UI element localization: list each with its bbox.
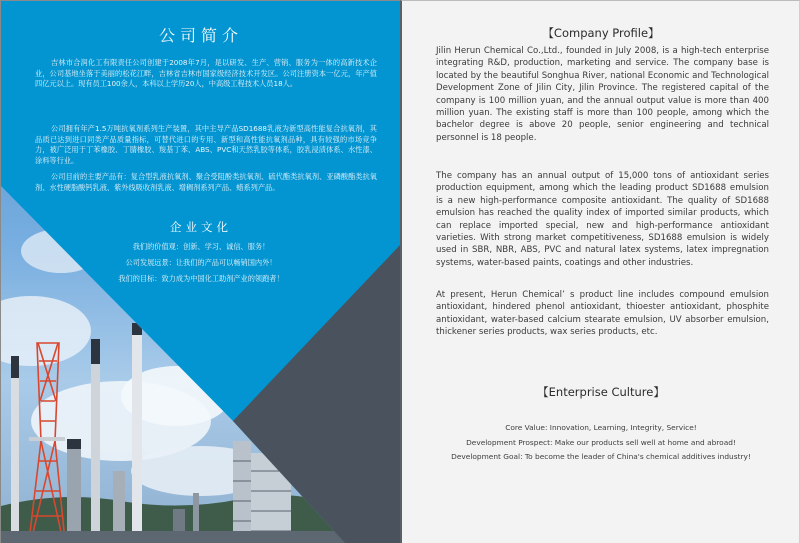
cn-culture-value: 我们的价值观：创新、学习、诚信、服务！ [132, 242, 270, 251]
cn-profile-paragraph: 公司拥有年产1.5万吨抗氧剂系列生产装置，其中主导产品SD1688乳液为新型高性能复合抗氧剂，其品质已达到进口同类产品质量指标，可替代进口的专用、新型和高性能抗氧剂品种，具有较强的市场竞争力，被广泛用于丁苯橡胶、丁腈橡胶、羧基丁苯、ABS、PVC和天然乳胶等体系，胶乳浸渍体系、水性漆、涂料等行业。 [35, 124, 377, 165]
cn-culture-goal: 我们的目标：致力成为中国化工助剂产业的领跑者！ [118, 274, 284, 283]
en-culture-title: 【Enterprise Culture】 [537, 385, 665, 399]
en-profile-paragraph: At present, Herun Chemical’ s product line includes compound emulsion antioxidant, hindered phenol antioxidant, thioester antioxidant, phosphite antioxidant, water-based calcium stearate emulsion, UV absorber emulsion, thickener series products, wax series products, etc. [436, 290, 769, 338]
cn-profile-paragraph: 公司目前的主要产品有：复合型乳液抗氧剂、聚合受阻酚类抗氧剂、硫代酯类抗氧剂、亚磷酸酯类抗氧剂、水性硬脂酸钙乳液、紫外线吸收剂乳液、增稠剂系列产品、蜡系列产品。 [35, 172, 377, 192]
en-profile-paragraph: The company has an annual output of 15,000 tons of antioxidant series production equipment, among which the leading product SD1688 emulsion is a new high-performance composite antioxidant. The quality of SD1688 emulsion has reached the quality index of imported similar products, which can replace imported special, new and high-performance antioxidant varieties. With strong market competitiveness, SD1688 emulsion is widely used in SBR, NBR, ABS, PVC and natural latex systems, latex impregnation systems, water-based paints, coatings and other industries. [436, 171, 769, 268]
cn-culture-title: 企业文化 [170, 220, 232, 234]
en-profile-title: 【Company Profile】 [542, 26, 660, 40]
en-culture-prospect: Development Prospect: Make our products sell well at home and abroad! [466, 438, 736, 447]
en-culture-goal: Development Goal: To become the leader of China's chemical additives industry! [451, 452, 751, 461]
cn-culture-prospect: 公司发展远景：让我们的产品可以畅销国内外！ [125, 258, 277, 267]
cn-profile-paragraph: 吉林市合润化工有限责任公司创建于2008年7月，是以研发、生产、营销、服务为一体的高新技术企业，公司基地坐落于美丽的松花江畔，吉林省吉林市国家级经济技术开发区。公司注册资本一亿元，年产值四亿元以上。现有员工100余人，本科以上学历20人，中高级工程技术人员18人。 [35, 58, 377, 89]
right-page-english [400, 0, 800, 543]
en-profile-paragraph: Jilin Herun Chemical Co.,Ltd., founded in July 2008, is a high-tech enterprise integrating R&D, production, marketing and service. The company base is located by the beautiful Songhua River, national Economic and Technological Development Zone of Jilin City, Jilin Province. The registered capital of the company is 100 million yuan, and the annual output value is more than 400 million yuan. The existing staff is more than 100 people, among which the bachelor degree is above 20 people, senior engineering and technical personnel is 18 people. [436, 46, 769, 143]
cn-profile-title: 公司简介 [158, 26, 243, 45]
en-culture-value: Core Value: Innovation, Learning, Integrity, Service! [505, 423, 697, 432]
